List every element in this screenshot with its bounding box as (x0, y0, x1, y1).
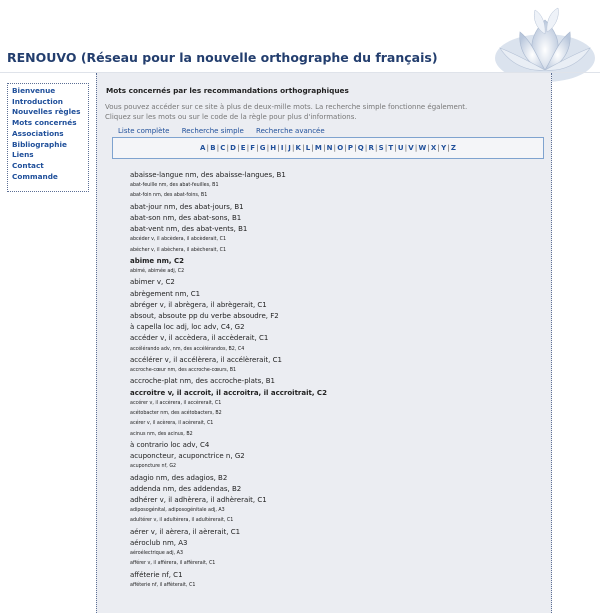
word-entry[interactable]: accélérer v, il accélèrera, il accélèrerait, C1 (130, 355, 282, 364)
letter-separator: | (206, 144, 210, 152)
tab-recherche-simple[interactable]: Recherche simple (181, 127, 244, 135)
word-entry[interactable]: abat-foin nm, des abat-foins, B1 (130, 193, 208, 199)
word-entry[interactable]: acétobacter nm, des acétobacters, B2 (130, 411, 222, 416)
search-tabs (118, 127, 335, 135)
word-entry[interactable]: acinus nm, des acinus, B2 (130, 431, 193, 437)
word-entry[interactable]: abimer v, C2 (130, 278, 175, 287)
sidebar-item-contact[interactable]: Contact (12, 160, 44, 170)
word-entry[interactable]: aérer v, il aèrera, il aèrerait, C1 (130, 527, 241, 536)
letter-link-p[interactable]: P (347, 144, 354, 152)
word-entry[interactable]: accroche-cœur nm, des accroche-cœurs, B1 (130, 368, 237, 374)
alphabet-index (112, 137, 544, 159)
word-entry[interactable]: aéroélectrique adj, A3 (130, 551, 184, 557)
letter-link-v[interactable]: V (408, 144, 414, 152)
sidebar-item-introduction[interactable]: Introduction (12, 96, 63, 106)
word-entry[interactable]: abcéder v, il abcèdera, il abcèderait, C1 (130, 237, 227, 243)
word-entry[interactable]: accéder v, il accèdera, il accèderait, C1 (130, 334, 269, 343)
word-entry[interactable]: abrègement nm, C1 (130, 289, 201, 298)
letter-link-n[interactable]: N (326, 144, 333, 152)
letter-separator: | (384, 144, 388, 152)
letter-separator: | (246, 144, 250, 152)
letter-separator: | (354, 144, 357, 152)
letter-link-z[interactable]: Z (450, 144, 456, 152)
letter-separator: | (333, 144, 337, 152)
word-entry[interactable]: abat-feuille nm, des abat-feuilles, B1 (130, 183, 219, 189)
letter-link-k[interactable]: K (295, 144, 301, 152)
letter-separator: | (302, 144, 305, 152)
letter-separator: | (344, 144, 347, 152)
intro-line: Cliquez sur les mots ou sur le code de la règle pour plus d'informations. (105, 112, 357, 121)
letter-link-m[interactable]: M (314, 144, 322, 152)
word-entry[interactable]: abat-jour nm, des abat-jours, B1 (130, 202, 244, 211)
word-entry[interactable]: acuponcteur, acuponctrice n, G2 (130, 452, 245, 461)
word-list (130, 170, 540, 591)
letter-link-q[interactable]: Q (357, 144, 364, 152)
letter-link-h[interactable]: H (270, 144, 277, 152)
word-entry[interactable]: accroche-plat nm, des accroche-plats, B1 (130, 377, 275, 386)
letter-link-s[interactable]: S (378, 144, 384, 152)
word-entry[interactable]: aéroclub nm, A3 (130, 538, 188, 547)
letter-separator: | (256, 144, 259, 152)
sidebar-item-associations[interactable]: Associations (12, 128, 64, 138)
letter-separator: | (375, 144, 378, 152)
word-entry[interactable]: à contrario loc adv, C4 (130, 440, 210, 449)
letter-separator: | (266, 144, 270, 152)
word-entry[interactable]: accélérando adv, nm, des accélérandos, B2, C4 (130, 346, 245, 352)
sidebar-item-bibliographie[interactable]: Bibliographie (12, 139, 67, 149)
tab-recherche-avancee[interactable]: Recherche avancée (256, 127, 325, 135)
letter-separator: | (414, 144, 418, 152)
letter-separator: | (291, 144, 295, 152)
letter-link-x[interactable]: X (430, 144, 437, 152)
word-entry[interactable]: abimé, abimée adj, C2 (130, 269, 185, 275)
letter-link-c[interactable]: C (220, 144, 226, 152)
sidebar-item-bienvenue[interactable]: Bienvenue (12, 86, 56, 95)
letter-link-e[interactable]: E (240, 144, 246, 152)
letter-link-t[interactable]: T (388, 144, 394, 152)
letter-separator: | (277, 144, 280, 152)
sidebar-nav (7, 83, 89, 192)
sidebar-item-commande[interactable]: Commande (12, 171, 58, 181)
letter-link-y[interactable]: Y (441, 144, 447, 152)
letter-link-d[interactable]: D (230, 144, 236, 152)
word-entry[interactable]: abat-vent nm, des abat-vents, B1 (130, 225, 248, 234)
letter-link-g[interactable]: G (259, 144, 266, 152)
word-entry[interactable]: abréger v, il abrègera, il abrègerait, C1 (130, 300, 267, 309)
word-entry[interactable]: acuponcture nf, G2 (130, 464, 177, 470)
intro-text (105, 103, 467, 122)
letter-link-w[interactable]: W (418, 144, 427, 152)
word-entry[interactable]: adagio nm, des adagios, B2 (130, 473, 228, 482)
word-entry[interactable]: adhérer v, il adhèrera, il adhèrerait, C1 (130, 495, 267, 504)
main-content (96, 73, 552, 613)
letter-link-a[interactable]: A (200, 144, 206, 152)
letter-link-l[interactable]: L (305, 144, 311, 152)
word-entry[interactable]: afférer v, il affèrera, il affèrerait, C1 (130, 561, 216, 567)
letter-separator: | (447, 144, 450, 152)
word-entry[interactable]: afféterie nf, C1 (130, 570, 183, 579)
letter-separator: | (437, 144, 440, 152)
letter-link-b[interactable]: B (210, 144, 216, 152)
word-entry[interactable]: afféterie nf, il affèterait, C1 (130, 582, 196, 588)
word-entry[interactable]: à capella loc adj, loc adv, C4, G2 (130, 323, 245, 332)
sidebar-item-mots-concernes[interactable]: Mots concernés (12, 118, 77, 128)
site-title: RENOUVO (Réseau pour la nouvelle orthographe du français) (7, 50, 438, 65)
letter-separator: | (323, 144, 326, 152)
letter-separator: | (364, 144, 368, 152)
word-entry[interactable]: addenda nm, des addendas, B2 (130, 484, 242, 493)
tab-liste-complete[interactable]: Liste complète (118, 127, 170, 135)
word-entry[interactable]: abime nm, C2 (130, 256, 184, 265)
word-entry[interactable]: adiposogénital, adiposogénitale adj, A3 (130, 508, 225, 514)
letter-separator: | (427, 144, 430, 152)
letter-separator: | (404, 144, 408, 152)
sidebar-item-nouvelles-regles[interactable]: Nouvelles règles (12, 107, 81, 117)
word-entry[interactable]: abécher v, il abèchera, il abècherait, C1 (130, 247, 226, 253)
word-entry[interactable]: abat-son nm, des abat-sons, B1 (130, 213, 242, 222)
letter-link-r[interactable]: R (368, 144, 374, 152)
letter-link-i[interactable]: I (280, 144, 284, 152)
word-entry[interactable]: acérer v, il acèrera, il acèrerait, C1 (130, 421, 214, 427)
word-entry[interactable]: adultérer v, il adultèrera, il adultèrerait, C1 (130, 518, 234, 524)
page-heading: Mots concernés par les recommandations orthographiques (106, 86, 349, 95)
letter-separator: | (226, 144, 229, 152)
letter-separator: | (284, 144, 287, 152)
intro-line: Vous pouvez accéder sur ce site à plus de deux-mille mots. La recherche simple fonctionne également. (105, 103, 468, 111)
letter-link-j[interactable]: J (288, 144, 291, 152)
word-entry[interactable]: abaisse-langue nm, des abaisse-langues, B1 (130, 171, 286, 179)
letter-separator: | (216, 144, 220, 152)
word-entry[interactable]: accérer v, il accèrera, il accèrerait, C1 (130, 400, 222, 406)
letter-separator: | (394, 144, 397, 152)
letter-link-f[interactable]: F (250, 144, 256, 152)
word-entry[interactable]: accroitre v, il accroit, il accroitra, il accroitrait, C2 (130, 388, 327, 397)
letter-link-o[interactable]: O (337, 144, 344, 152)
sidebar-item-liens[interactable]: Liens (12, 150, 34, 160)
letter-separator: | (237, 144, 240, 152)
letter-link-u[interactable]: U (397, 144, 404, 152)
letter-separator: | (311, 144, 314, 152)
word-entry[interactable]: absout, absoute pp du verbe absoudre, F2 (130, 311, 279, 320)
